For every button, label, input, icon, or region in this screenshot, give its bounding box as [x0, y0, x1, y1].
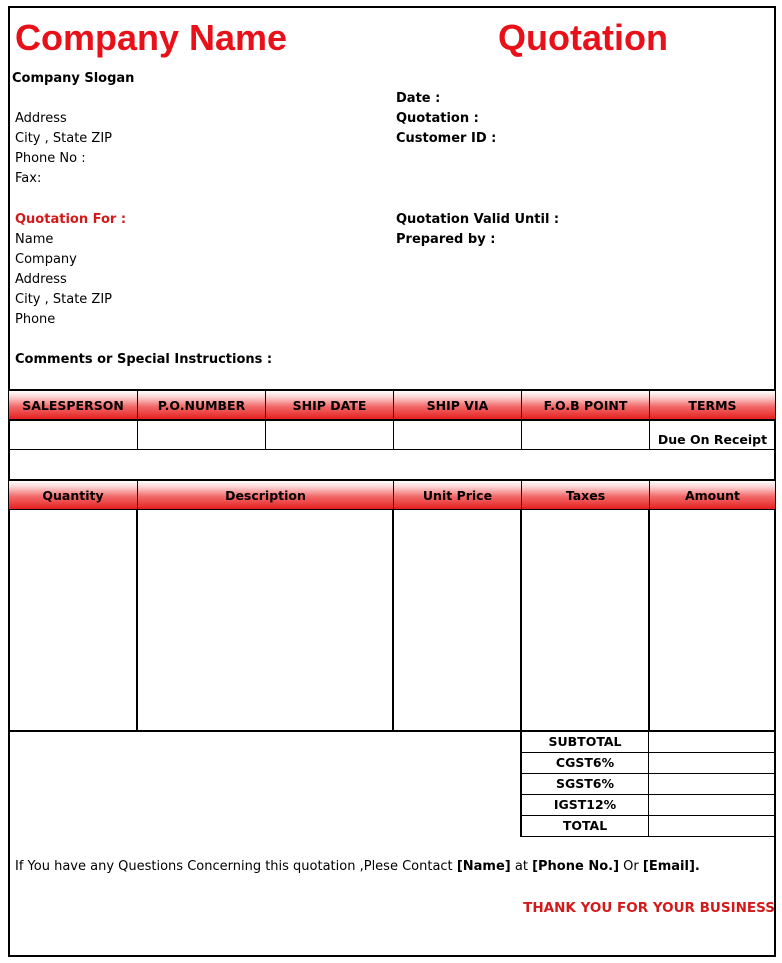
contact-line — [15, 857, 700, 877]
items-divider-1 — [136, 510, 138, 731]
date-label: Date : — [396, 91, 441, 106]
quotation-for-heading: Quotation For : — [15, 212, 127, 227]
contact-prefix: If You have any Questions Concerning this quotation ,Plese Contact — [15, 859, 453, 874]
cgst-value — [649, 753, 776, 774]
col-fob-point: F.O.B POINT — [521, 390, 649, 420]
shipping-table-header — [8, 390, 776, 420]
subtotal-value — [649, 732, 776, 753]
igst-value — [649, 795, 776, 816]
sgst-label: SGST6% — [521, 774, 649, 795]
contact-name-placeholder: [Name] — [456, 859, 511, 874]
col-po-number: P.O.NUMBER — [137, 390, 265, 420]
company-info — [15, 109, 112, 189]
company-phone: Phone No : — [15, 151, 86, 166]
cgst-label: CGST6% — [521, 753, 649, 774]
ship-date-cell — [265, 420, 393, 450]
customer-info — [15, 230, 112, 330]
col-unit-price: Unit Price — [393, 480, 521, 510]
total-label: TOTAL — [521, 816, 649, 837]
col-ship-via: SHIP VIA — [393, 390, 521, 420]
items-divider-4 — [648, 510, 650, 731]
items-divider-3 — [520, 510, 522, 731]
prepared-by-label: Prepared by : — [396, 232, 496, 247]
customer-id-label: Customer ID : — [396, 131, 497, 146]
subtotal-label: SUBTOTAL — [521, 732, 649, 753]
customer-address: Address — [15, 272, 67, 287]
document-title: Quotation — [498, 17, 668, 58]
quote-meta — [396, 89, 496, 149]
customer-name: Name — [15, 232, 54, 247]
company-city-state-zip: City , State ZIP — [15, 131, 112, 146]
company-fax: Fax: — [15, 171, 42, 186]
quotation-number-label: Quotation : — [396, 111, 479, 126]
sgst-value — [649, 774, 776, 795]
company-slogan: Company Slogan — [12, 71, 135, 86]
col-ship-date: SHIP DATE — [265, 390, 393, 420]
col-description: Description — [137, 480, 393, 510]
items-divider-2 — [392, 510, 394, 731]
validity-meta — [396, 210, 559, 250]
fob-point-cell — [521, 420, 649, 450]
company-address: Address — [15, 111, 67, 126]
col-terms: TERMS — [649, 390, 776, 420]
salesperson-cell — [8, 420, 137, 450]
contact-phone-placeholder: [Phone No.] — [532, 859, 620, 874]
contact-email-placeholder: [Email]. — [642, 859, 700, 874]
total-value — [649, 816, 776, 837]
shipping-table-row — [8, 420, 776, 450]
col-taxes: Taxes — [521, 480, 649, 510]
igst-label: IGST12% — [521, 795, 649, 816]
col-quantity: Quantity — [8, 480, 137, 510]
customer-city-state-zip: City , State ZIP — [15, 292, 112, 307]
po-number-cell — [137, 420, 265, 450]
thank-you-message: THANK YOU FOR YOUR BUSINESS — [523, 900, 775, 916]
contact-or: Or — [623, 859, 639, 874]
col-salesperson: SALESPERSON — [8, 390, 137, 420]
terms-cell: Due On Receipt — [649, 420, 776, 450]
customer-phone: Phone — [15, 312, 56, 327]
items-table-header — [8, 480, 776, 510]
contact-at: at — [514, 859, 528, 874]
ship-via-cell — [393, 420, 521, 450]
comments-label: Comments or Special Instructions : — [15, 352, 273, 367]
company-name: Company Name — [15, 17, 288, 58]
valid-until-label: Quotation Valid Until : — [396, 212, 560, 227]
customer-company: Company — [15, 252, 77, 267]
col-amount: Amount — [649, 480, 776, 510]
